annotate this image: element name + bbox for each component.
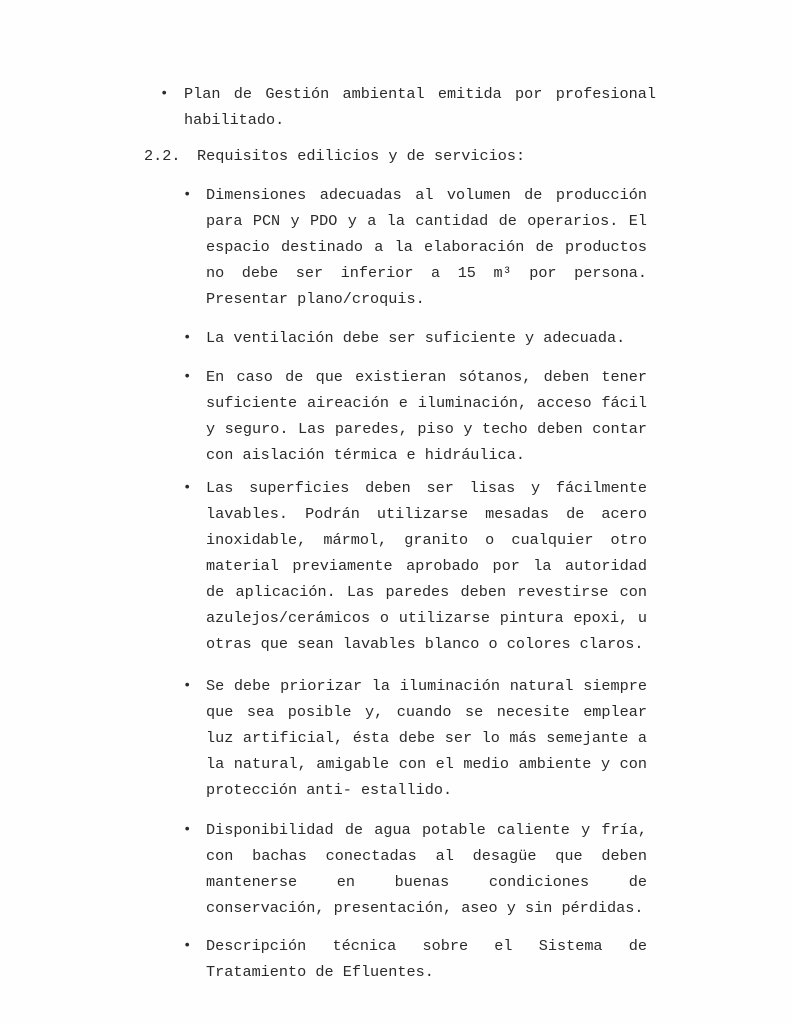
list-item: Se debe priorizar la iluminación natural siempre que sea posible y, cuando se necesite emplear luz artificial, ésta debe ser lo más semejante a la natural, amigable con el medio ambiente y con protección anti- estallido. [206, 677, 647, 799]
intro-bullet-text: Plan de Gestión ambiental emitida por profesional habilitado. [184, 85, 656, 129]
bullet-icon: • [160, 86, 169, 102]
bullet-icon: • [183, 330, 192, 346]
bullet-icon: • [183, 822, 192, 838]
list-item: En caso de que existieran sótanos, deben tener suficiente aireación e iluminación, acceso fácil y seguro. Las paredes, piso y techo deben contar con aislación térmica e hidráulica. [206, 368, 647, 464]
list-item: La ventilación debe ser suficiente y adecuada. [206, 329, 626, 347]
section-heading: Requisitos edilicios y de servicios: [197, 147, 526, 165]
bullet-icon: • [183, 187, 192, 203]
list-item: Disponibilidad de agua potable caliente y fría, con bachas conectadas al desagüe que deben mantenerse en buenas condiciones de conservación, presentación, aseo y sin pérdidas. [206, 821, 647, 917]
list-item: Descripción técnica sobre el Sistema de Tratamiento de Efluentes. [206, 937, 647, 981]
bullet-icon: • [183, 369, 192, 385]
section-number: 2.2. [144, 147, 181, 165]
bullet-icon: • [183, 678, 192, 694]
list-item: Dimensiones adecuadas al volumen de producción para PCN y PDO y a la cantidad de operarios. El espacio destinado a la elaboración de productos no debe ser inferior a 15 m³ por persona. Presentar plano/croquis. [206, 186, 647, 308]
bullet-icon: • [183, 480, 192, 496]
list-item: Las superficies deben ser lisas y fácilmente lavables. Podrán utilizarse mesadas de acero inoxidable, mármol, granito o cualquier otro material previamente aprobado por la autoridad de aplicación. Las paredes deben revestirse con azulejos/cerámicos o utilizarse pintura epoxi, u otras que sean lavables blanco o colores claros. [206, 479, 647, 653]
bullet-icon: • [183, 938, 192, 954]
